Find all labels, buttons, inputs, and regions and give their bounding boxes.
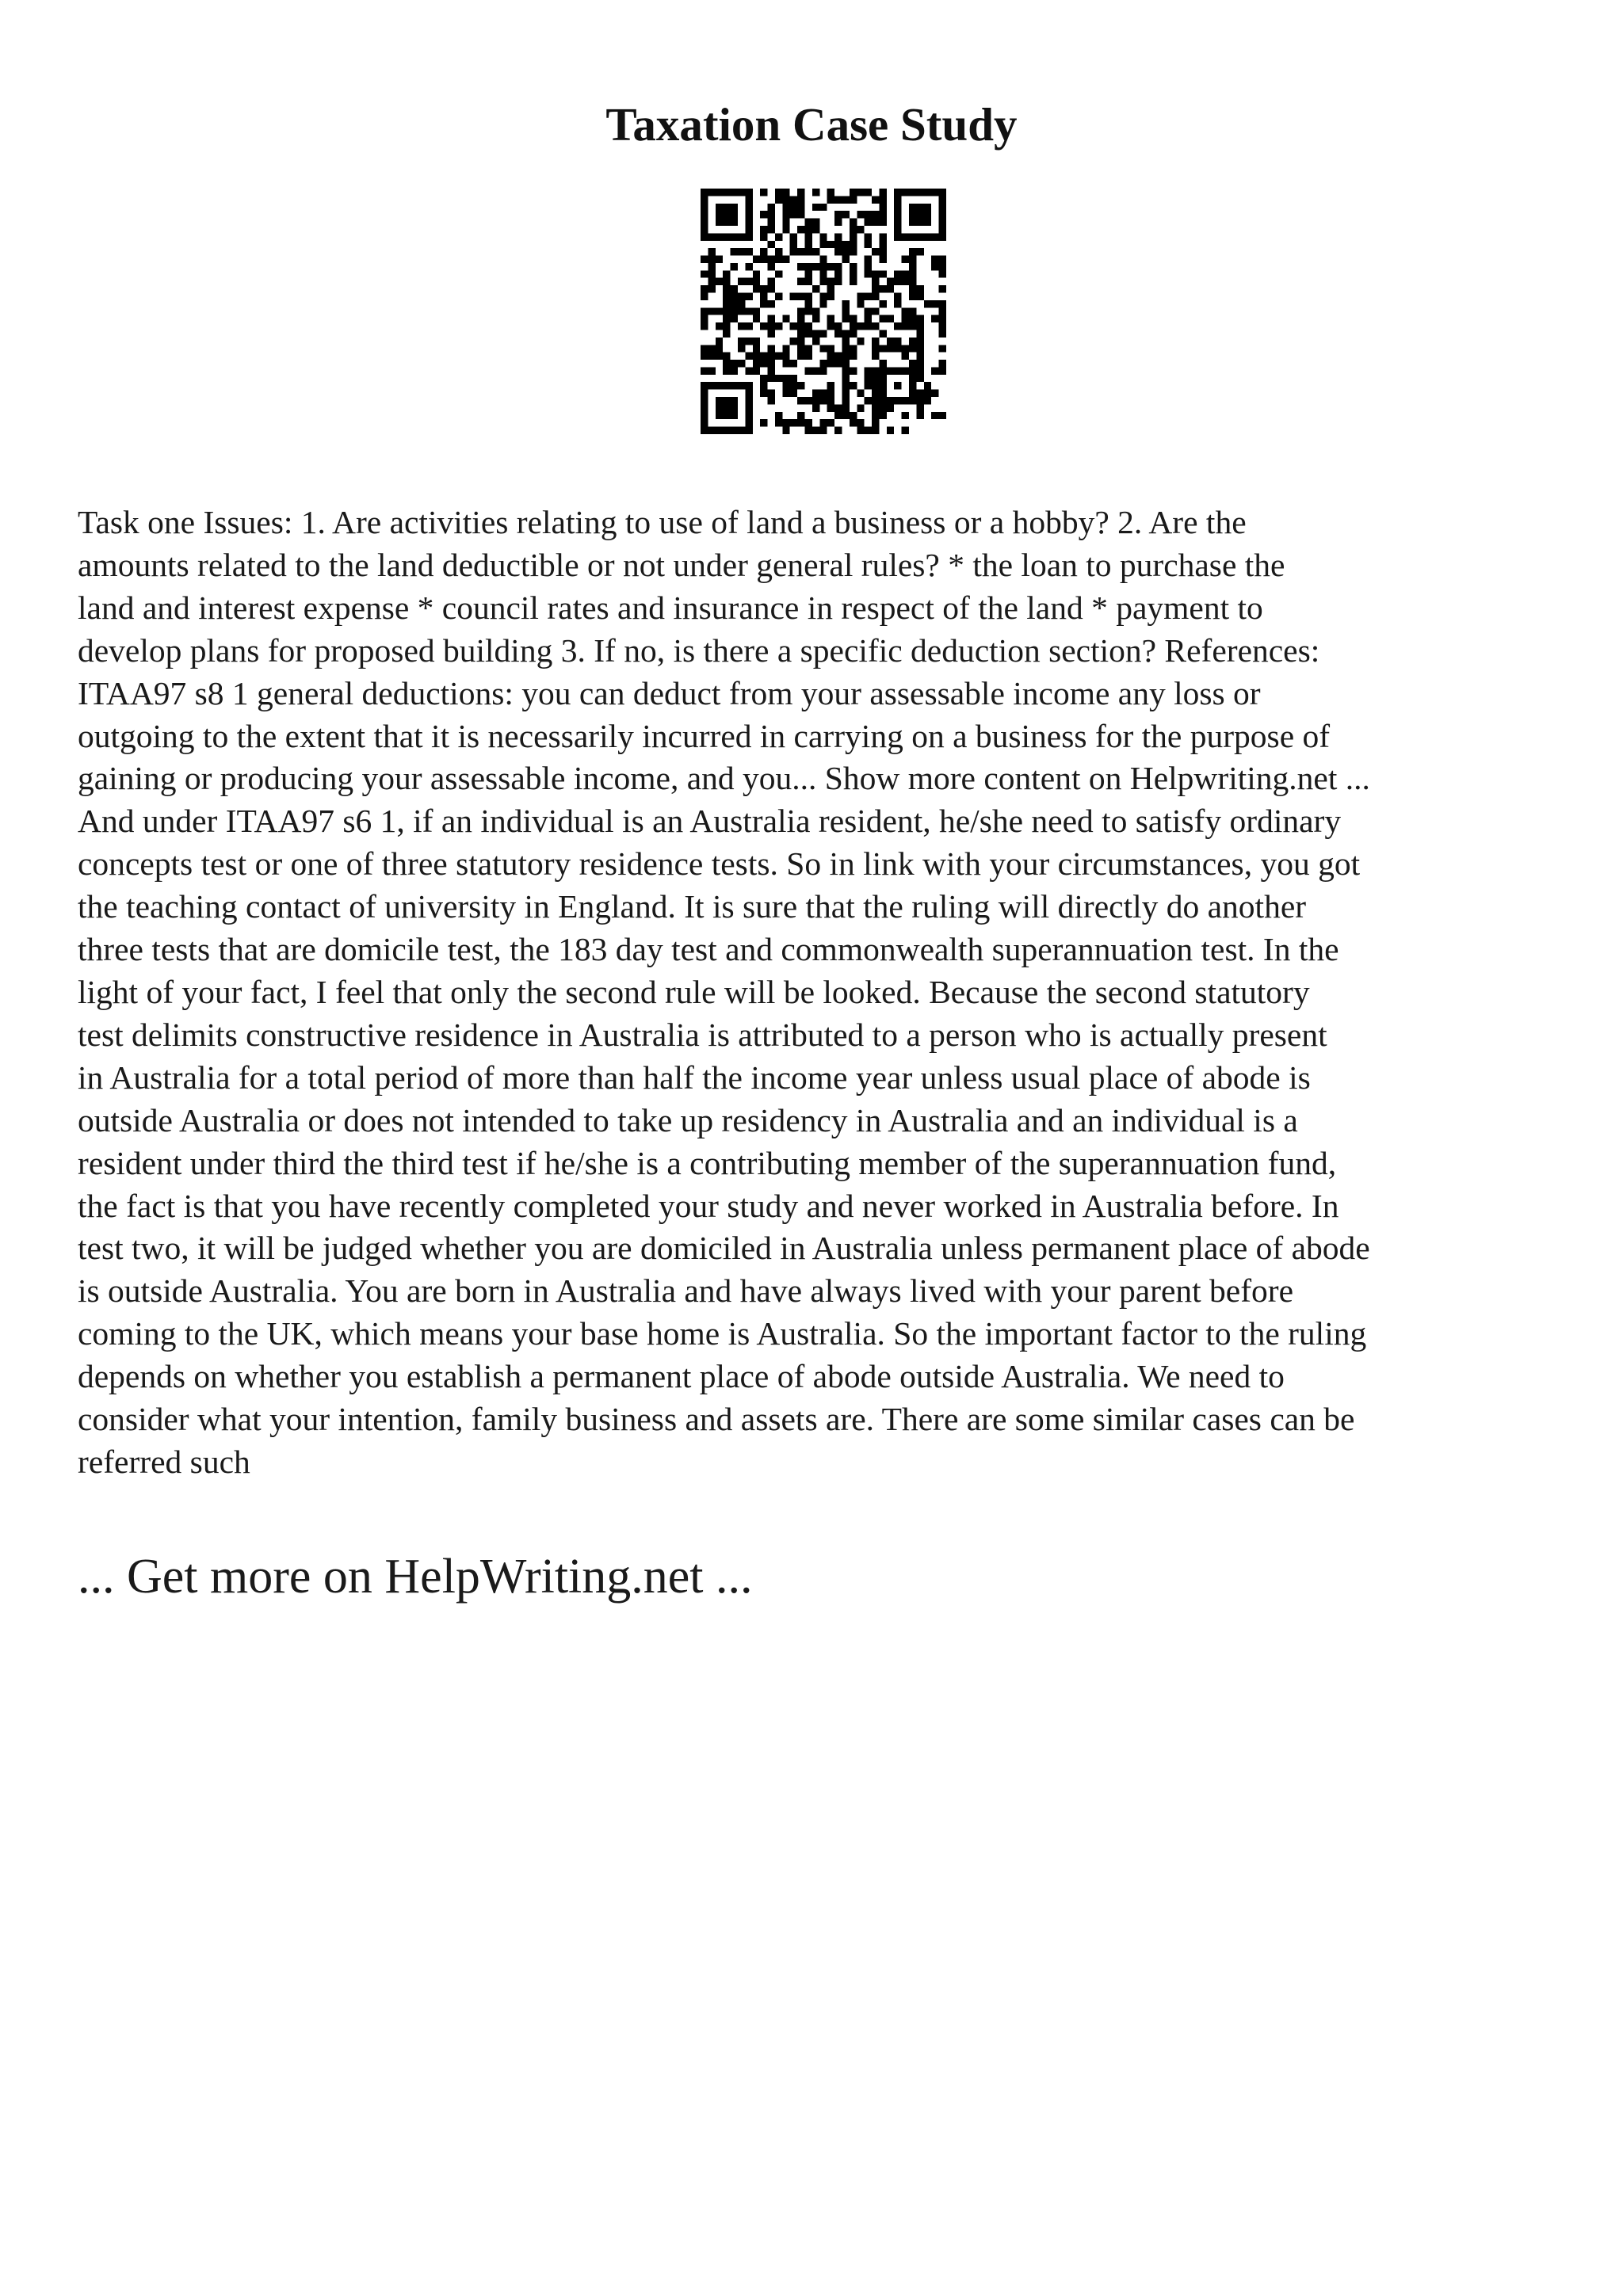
body-line: the teaching contact of university in England. It is sure that the ruling will directly do another	[78, 888, 1307, 925]
body-line: is outside Australia. You are born in Australia and have always lived with your parent before	[78, 1272, 1294, 1310]
body-line: develop plans for proposed building 3. If no, is there a specific deduction section? References:	[78, 631, 1320, 669]
body-line: outgoing to the extent that it is necessarily incurred in carrying on a business for the purpose of	[78, 717, 1331, 754]
body-paragraph	[78, 502, 1550, 1484]
body-line: Task one Issues: 1. Are activities relating to use of land a business or a hobby? 2. Are the	[78, 504, 1247, 540]
body-line: amounts related to the land deductible or not under general rules? * the loan to purchase the	[78, 546, 1285, 583]
qr-code-icon	[701, 189, 946, 434]
body-line: coming to the UK, which means your base home is Australia. So the important factor to the ruling	[78, 1315, 1367, 1352]
page-title: Taxation Case Study	[605, 98, 1018, 151]
body-line: And under ITAA97 s6 1, if an individual is an Australia resident, he/she need to satisfy ordinary	[78, 803, 1342, 840]
body-line: the fact is that you have recently completed your study and never worked in Australia before. In	[78, 1187, 1339, 1224]
body-line: consider what your intention, family business and assets are. There are some similar cases can be	[78, 1401, 1355, 1438]
body-line: ITAA97 s8 1 general deductions: you can deduct from your assessable income any loss or	[78, 674, 1261, 711]
body-line: test two, it will be judged whether you are domiciled in Australia unless permanent place of abode	[78, 1230, 1370, 1267]
get-more-link[interactable]: ... Get more on HelpWriting.net ...	[78, 1550, 753, 1604]
body-line: three tests that are domicile test, the 183 day test and commonwealth superannuation test. In the	[78, 931, 1339, 968]
body-line: concepts test or one of three statutory residence tests. So in link with your circumstances, you got	[78, 845, 1361, 883]
body-line: referred such	[78, 1443, 250, 1480]
body-line: test delimits constructive residence in Australia is attributed to a person who is actually present	[78, 1016, 1327, 1053]
body-line: outside Australia or does not intended to take up residency in Australia and an individual is a	[78, 1101, 1298, 1138]
body-line: resident under third the third test if he/she is a contributing member of the superannuation fund,	[78, 1144, 1337, 1181]
body-line: light of your fact, I feel that only the second rule will be looked. Because the second statutory	[78, 973, 1310, 1010]
body-line: in Australia for a total period of more than half the income year unless usual place of abode is	[78, 1058, 1311, 1096]
body-line: gaining or producing your assessable income, and you... Show more content on Helpwriting.net ...	[78, 760, 1370, 797]
body-line: depends on whether you establish a permanent place of abode outside Australia. We need to	[78, 1358, 1285, 1395]
body-line: land and interest expense * council rates and insurance in respect of the land * payment to	[78, 589, 1263, 626]
